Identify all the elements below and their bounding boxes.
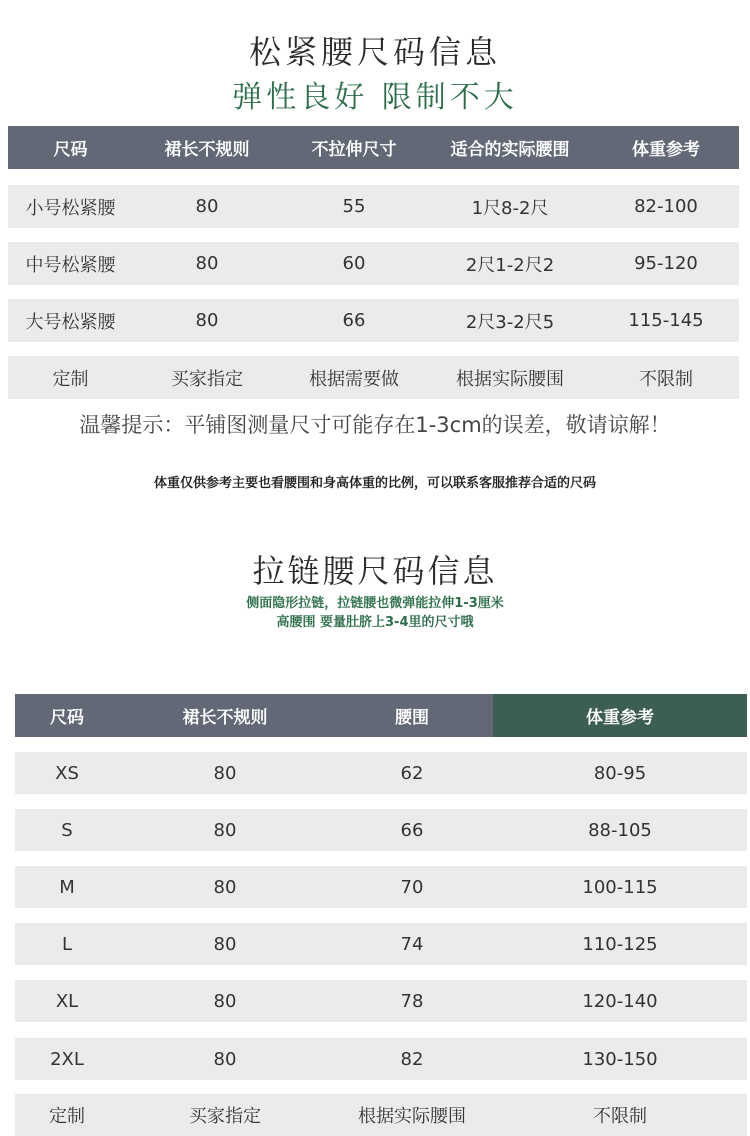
- cell-length: 80: [213, 990, 237, 1012]
- cell-weight: 130-150: [582, 1048, 658, 1070]
- cell-size: 大号松紧腰: [25, 311, 116, 333]
- header-actual-waist: 适合的实际腰围: [450, 140, 570, 160]
- cell-weight: 120-140: [582, 990, 658, 1012]
- cell-size: 2XL: [50, 1048, 84, 1070]
- elastic-table-header: [8, 126, 739, 169]
- table-row: [15, 752, 747, 794]
- cell-size: 定制: [49, 1106, 85, 1127]
- cell-waist: 82: [400, 1048, 424, 1070]
- cell-size: L: [61, 933, 73, 955]
- header-waist: 腰围: [395, 708, 429, 728]
- table-row: [15, 809, 747, 851]
- cell-size: 中号松紧腰: [25, 254, 116, 276]
- cell-length: 买家指定: [189, 1106, 261, 1127]
- cell-length: 80: [195, 196, 219, 217]
- cell-length: 80: [213, 933, 237, 955]
- elastic-size-title: 松紧腰尺码信息: [248, 33, 501, 71]
- header-weight: 体重参考: [632, 140, 700, 160]
- cell-weight: 不限制: [593, 1106, 647, 1127]
- cell-size: 定制: [52, 368, 89, 390]
- cell-waist: 78: [400, 990, 424, 1012]
- cell-length: 80: [213, 819, 237, 841]
- table-row: [15, 1038, 747, 1080]
- cell-length: 80: [195, 310, 219, 331]
- cell-weight: 95-120: [634, 253, 698, 274]
- elastic-size-subtitle: 弹性良好 限制不大: [232, 80, 518, 115]
- cell-weight: 88-105: [588, 819, 652, 841]
- header-length: 裙长不规则: [182, 708, 268, 728]
- table-row: [15, 923, 747, 965]
- table-row: [15, 980, 747, 1022]
- cell-weight: 不限制: [639, 368, 693, 390]
- cell-length: 80: [213, 762, 237, 784]
- cell-length: 80: [213, 1048, 237, 1070]
- table-row: [8, 242, 739, 285]
- cell-actual-waist: 2尺3-2尺5: [465, 311, 555, 333]
- cell-waist: 根据实际腰围: [358, 1106, 466, 1127]
- cell-weight: 100-115: [582, 876, 658, 898]
- header-length: 裙长不规则: [164, 140, 250, 160]
- cell-unstretched: 60: [342, 253, 366, 274]
- cell-size: XL: [55, 990, 79, 1012]
- cell-weight: 115-145: [628, 310, 704, 331]
- cell-weight: 82-100: [634, 196, 698, 217]
- cell-waist: 74: [400, 933, 424, 955]
- cell-weight: 110-125: [582, 933, 658, 955]
- table-row: [8, 185, 739, 228]
- cell-waist: 66: [400, 819, 424, 841]
- cell-unstretched: 66: [342, 310, 366, 331]
- table-row: [15, 1094, 747, 1136]
- zipper-size-title: 拉链腰尺码信息: [252, 552, 498, 590]
- cell-waist: 70: [400, 876, 424, 898]
- cell-size: M: [59, 876, 75, 898]
- cell-length: 80: [213, 876, 237, 898]
- cell-size: S: [61, 819, 73, 841]
- header-weight: 体重参考: [493, 694, 747, 737]
- table-row: [8, 299, 739, 342]
- zipper-subtitle-1: 侧面隐形拉链，拉链腰也微弹能拉伸1-3厘米: [246, 596, 504, 611]
- zipper-subtitle-2: 高腰围 要量肚脐上3-4里的尺寸哦: [276, 615, 474, 630]
- cell-waist: 62: [400, 762, 424, 784]
- cell-unstretched: 55: [342, 196, 366, 217]
- table-row: [15, 866, 747, 908]
- cell-actual-waist: 2尺1-2尺2: [465, 254, 555, 276]
- zipper-table-header: [15, 694, 747, 737]
- table-row: [8, 356, 739, 399]
- header-size: 尺码: [50, 708, 84, 728]
- cell-actual-waist: 1尺8-2尺: [471, 197, 549, 219]
- cell-weight: 80-95: [593, 762, 647, 784]
- cell-length: 80: [195, 253, 219, 274]
- cell-actual-waist: 根据实际腰围: [456, 368, 564, 390]
- header-size: 尺码: [53, 140, 88, 160]
- cell-size: 小号松紧腰: [25, 197, 116, 219]
- weight-note: 体重仅供参考主要也看腰围和身高体重的比例，可以联系客服推荐合适的尺码: [153, 476, 596, 491]
- cell-size: XS: [55, 762, 79, 784]
- measurement-tip: 温馨提示：平铺图测量尺寸可能存在1-3cm的误差，敬请谅解！: [79, 413, 671, 437]
- cell-length: 买家指定: [171, 368, 243, 390]
- cell-unstretched: 根据需要做: [309, 368, 399, 390]
- header-unstretched: 不拉伸尺寸: [311, 140, 397, 160]
